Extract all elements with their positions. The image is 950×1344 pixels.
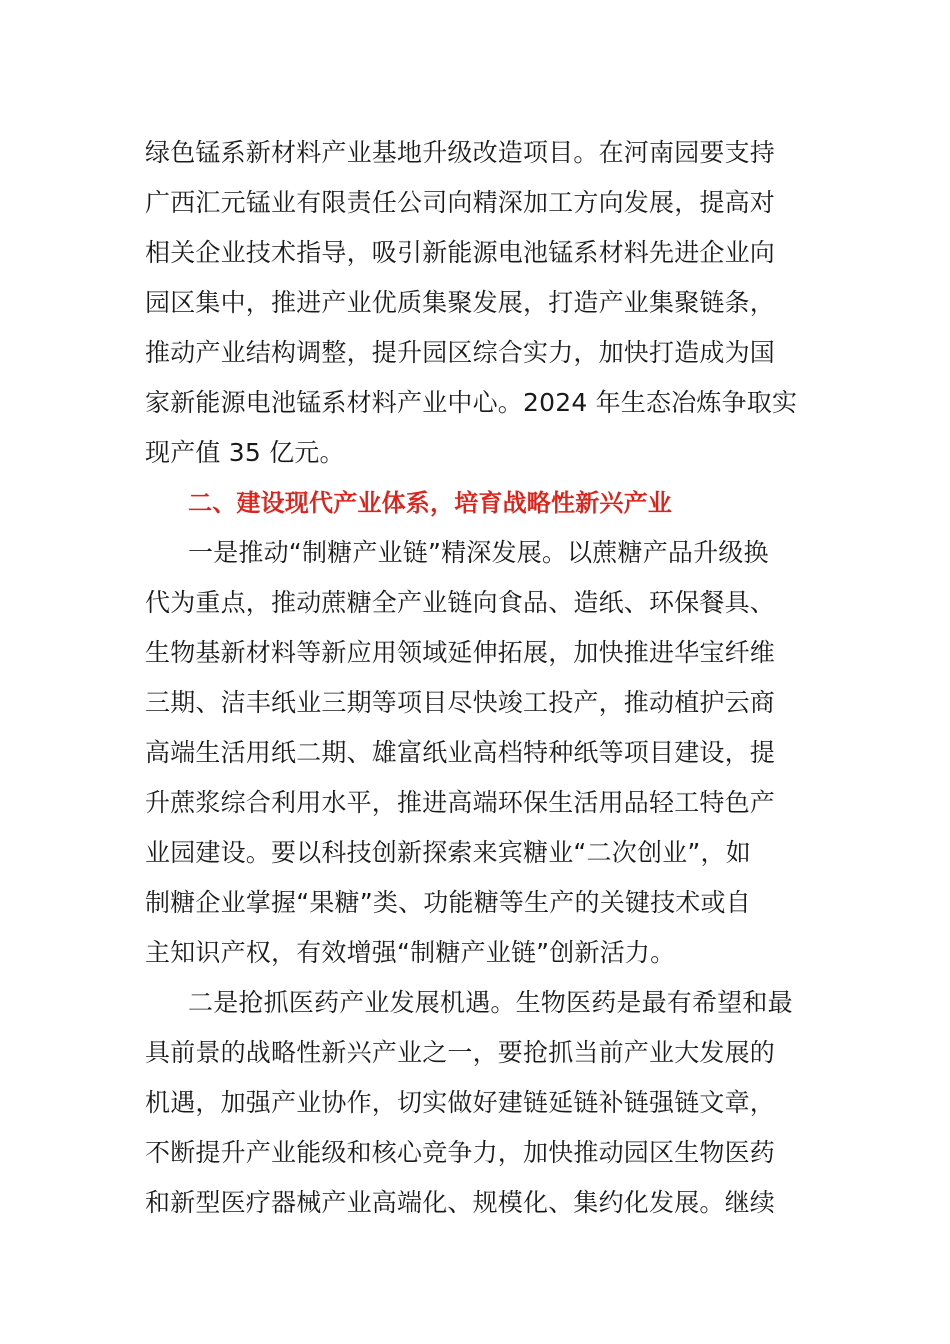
paragraph-manganese (145, 128, 810, 478)
text-line: 制糖企业掌握“果糖”类、功能糖等生产的关键技术或自 (145, 888, 751, 917)
text-line: 园区集中，推进产业优质集聚发展，打造产业集聚链条， (145, 288, 776, 317)
text-line: 二是抢抓医药产业发展机遇。生物医药是最有希望和最 (188, 988, 793, 1017)
text-line: 主知识产权，有效增强“制糖产业链”创新活力。 (145, 938, 676, 967)
text-line: 代为重点，推动蔗糖全产业链向食品、造纸、环保餐具、 (145, 588, 776, 617)
text-line: 和新型医疗器械产业高端化、规模化、集约化发展。继续 (145, 1188, 776, 1217)
text-line: 绿色锰系新材料产业基地升级改造项目。在河南园要支持 (145, 138, 776, 167)
text-line: 高端生活用纸二期、雄富纸业高档特种纸等项目建设，提 (145, 738, 776, 767)
document-body (145, 128, 810, 1228)
text-line: 不断提升产业能级和核心竞争力，加快推动园区生物医药 (145, 1138, 776, 1167)
text-line: 家新能源电池锰系材料产业中心。2024 年生态冶炼争取实 (145, 388, 798, 417)
text-line: 三期、洁丰纸业三期等项目尽快竣工投产，推动植护云商 (145, 688, 776, 717)
text-line: 现产值 35 亿元。 (145, 438, 345, 467)
text-line: 一是推动“制糖产业链”精深发展。以蔗糖产品升级换 (188, 538, 769, 567)
text-line: 推动产业结构调整，提升园区综合实力，加快打造成为国 (145, 338, 776, 367)
paragraph-pharma-industry (145, 978, 810, 1228)
text-line: 业园建设。要以科技创新探索来宾糖业“二次创业”，如 (145, 838, 751, 867)
section-heading: 二、建设现代产业体系，培育战略性新兴产业 (188, 489, 672, 517)
text-line: 广西汇元锰业有限责任公司向精深加工方向发展，提高对 (145, 188, 776, 217)
paragraph-sugar-industry (145, 528, 810, 978)
text-line: 具前景的战略性新兴产业之一，要抢抓当前产业大发展的 (145, 1038, 776, 1067)
text-line: 机遇，加强产业协作，切实做好建链延链补链强链文章， (145, 1088, 776, 1117)
text-line: 升蔗浆综合利用水平，推进高端环保生活用品轻工特色产 (145, 788, 776, 817)
text-line: 相关企业技术指导，吸引新能源电池锰系材料先进企业向 (145, 238, 776, 267)
text-line: 生物基新材料等新应用领域延伸拓展，加快推进华宝纤维 (145, 638, 776, 667)
